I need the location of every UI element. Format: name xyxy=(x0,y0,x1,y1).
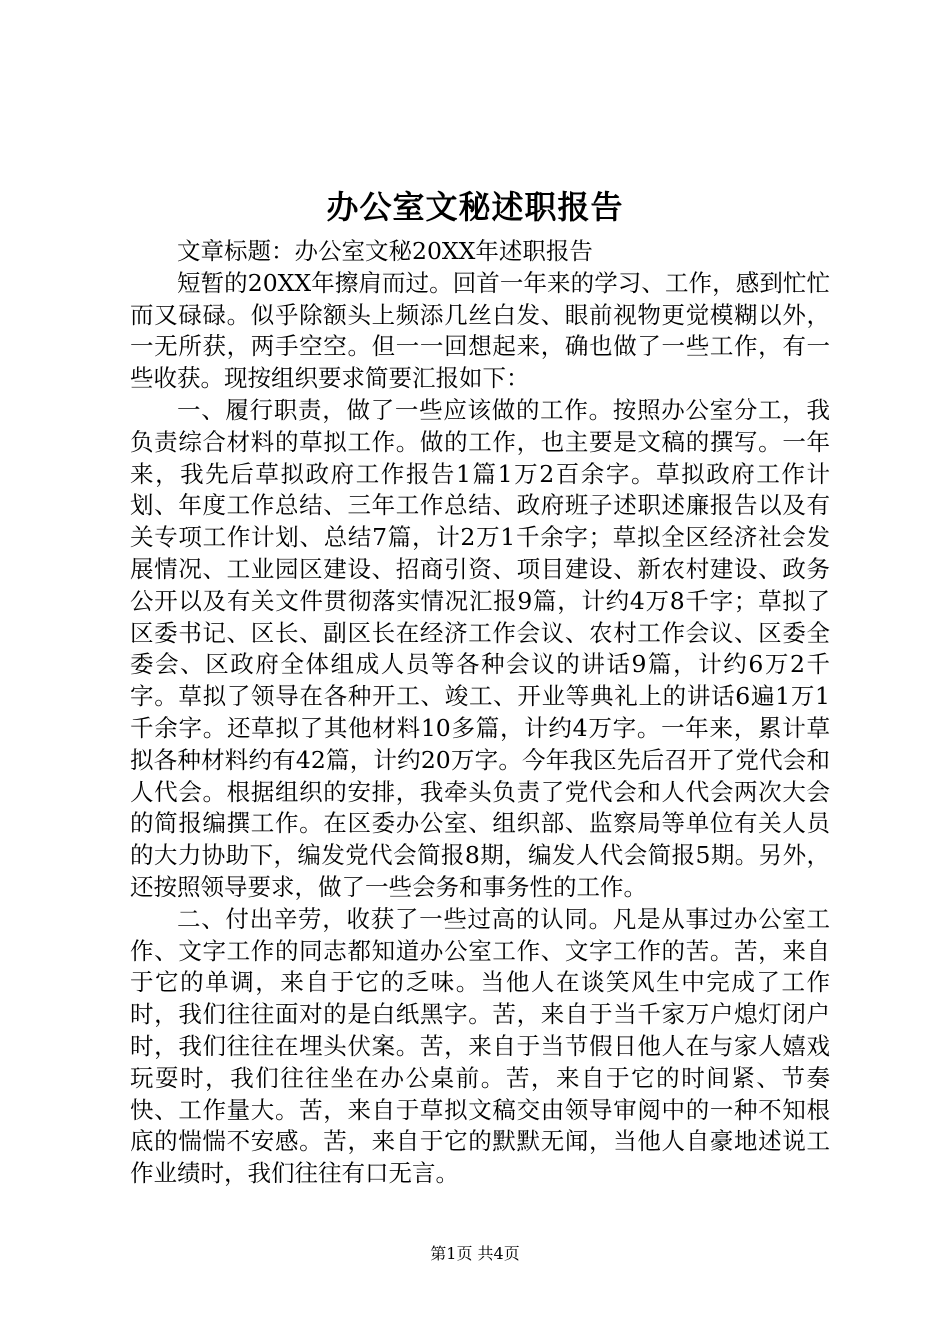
intro-paragraph: 短暂的20XX年擦肩而过。回首一年来的学习、工作，感到忙忙而又碌碌。似乎除额头上频添几丝白发、眼前视物更觉模糊以外，一无所获，两手空空。但一一回想起来，确也做了一些工作，有一些收获。现按组织要求简要汇报如下： xyxy=(130,268,830,393)
section-one-paragraph: 一、履行职责，做了一些应该做的工作。按照办公室分工，我负责综合材料的草拟工作。做的工作，也主要是文稿的撰写。一年来，我先后草拟政府工作报告1篇1万2百余字。草拟政府工作计划、年度工作总结、三年工作总结、政府班子述职述廉报告以及有关专项工作计划、总结7篇，计2万1千余字；草拟全区经济社会发展情况、工业园区建设、招商引资、项目建设、新农村建设、政务公开以及有关文件贯彻落实情况汇报9篇，计约4万8千字；草拟了区委书记、区长、副区长在经济工作会议、农村工作会议、区委全委会、区政府全体组成人员等各种会议的讲话9篇，计约6万2千字。草拟了领导在各种开工、竣工、开业等典礼上的讲话6遍1万1千余字。还草拟了其他材料10多篇，计约4万字。一年来，累计草拟各种材料约有42篇，计约20万字。今年我区先后召开了党代会和人代会。根据组织的安排，我牵头负责了党代会和人代会两次大会的简报编撰工作。在区委办公室、组织部、监察局等单位有关人员的大力协助下，编发党代会简报8期，编发人代会简报5期。另外，还按照领导要求，做了一些会务和事务性的工作。 xyxy=(130,395,830,901)
section-two-paragraph: 二、付出辛劳，收获了一些过高的认同。凡是从事过办公室工作、文字工作的同志都知道办公室工作、文字工作的苦。苦，来自于它的单调，来自于它的乏味。当他人在谈笑风生中完成了工作时，我们往往面对的是白纸黑字。苦，来自于当千家万户熄灯闭户时，我们往往在埋头伏案。苦，来自于当节假日他人在与家人嬉戏玩耍时，我们往往坐在办公桌前。苦，来自于它的时间紧、节奏快、工作量大。苦，来自于草拟文稿交由领导审阅中的一种不知根底的惴惴不安感。苦，来自于它的默默无闻，当他人自豪地述说工作业绩时，我们往往有口无言。 xyxy=(130,904,830,1188)
article-heading-line: 文章标题：办公室文秘20XX年述职报告 xyxy=(177,237,593,265)
document-title: 办公室文秘述职报告 xyxy=(326,188,624,226)
document-body xyxy=(130,236,830,1190)
page-number-footer: 第1页 共4页 xyxy=(430,1244,520,1263)
